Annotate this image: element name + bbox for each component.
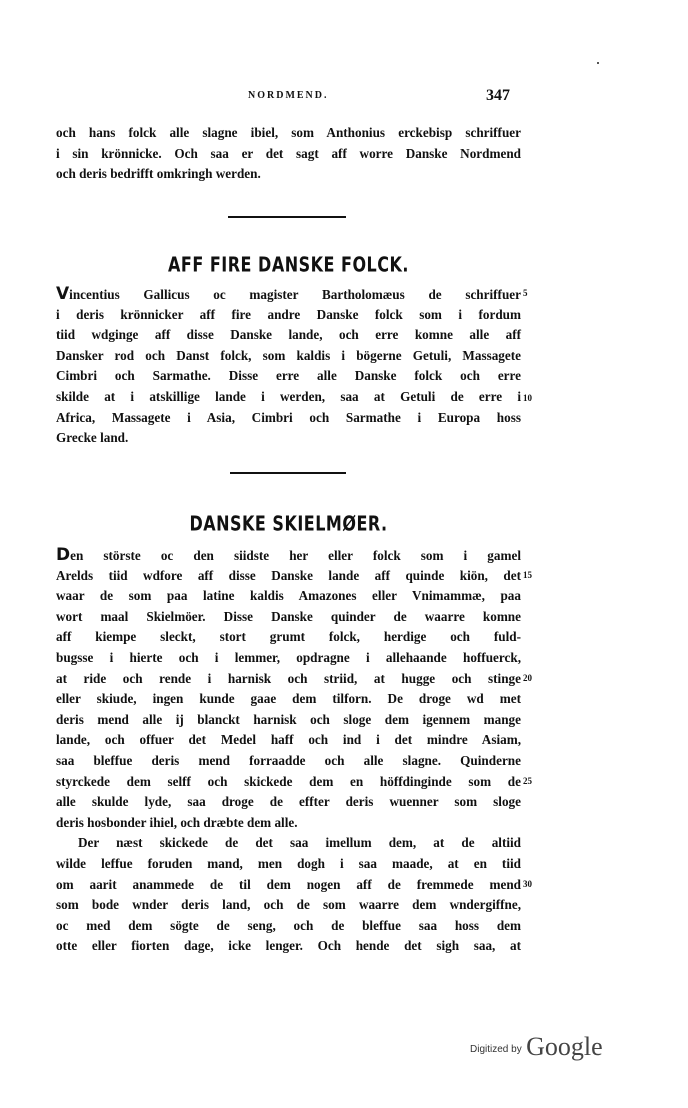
text-line: bugsse i hierte och i lemmer, opdragne i allehaande hoffuerck, — [56, 649, 521, 665]
page-speck — [597, 62, 599, 64]
text-line: Africa, Massagete i Asia, Cimbri och Sarmathe i Europa hoss — [56, 409, 521, 425]
section-divider — [228, 216, 346, 218]
google-logo: Google — [526, 1032, 603, 1061]
text-line: Grecke land. — [56, 430, 129, 446]
section-heading-fire-danske-folck: AFF FIRE DANSKE FOLCK. — [168, 252, 409, 277]
watermark-caption: Digitized by — [470, 1044, 522, 1055]
section1-paragraph — [56, 284, 521, 449]
section2-paragraph — [56, 545, 521, 957]
text-line: i sin krönnicke. Och saa er det sagt aff worre Danske Nordmend — [56, 145, 521, 161]
text-line: alle skulde lyde, saa droge de effter deris wuenner som sloge — [56, 794, 521, 810]
line-number: 20 — [523, 673, 532, 683]
section-divider — [230, 472, 346, 474]
text-line: deris mend alle ij blanckt harnisk och sloge dem igennem mange — [56, 711, 521, 727]
text-line: om aarit anammede de til dem nogen aff de fremmede mend — [56, 876, 521, 892]
line-number: 15 — [523, 570, 532, 580]
text-line: saa bleffue deris mend forraadde och alle slagne. Quinderne — [56, 752, 521, 768]
text-line: aff kiempe sleckt, stort grumt folck, herdige och fuld- — [56, 629, 521, 645]
text-line: at ride och rende i harnisk och striid, at hugge och stinge — [56, 670, 521, 686]
text-line: styrckede dem selff och skickede dem en höffdinginde som de — [56, 773, 521, 789]
page-number: 347 — [486, 87, 510, 104]
text-line: Dansker rod och Danst folck, som kaldis i bögerne Getuli, Massagete — [56, 347, 521, 363]
digitized-by-google-watermark — [470, 1032, 603, 1062]
line-number: 30 — [523, 879, 532, 889]
text-line: waar de som paa latine kaldis Amazones eller Vnimammæ, paa — [56, 588, 521, 604]
text-line: Den störste oc den siidste her eller folck som i gamel — [56, 545, 521, 565]
text-line: Cimbri och Sarmathe. Disse erre alle Danske folck och erre — [56, 368, 521, 384]
text-line: wilde leffue foruden mand, men dogh i saa maade, at en tiid — [56, 855, 521, 871]
text-line: och deris bedrifft omkringh werden. — [56, 166, 261, 182]
text-line: eller skiude, ingen kunde gaae dem tilforn. De droge wd met — [56, 691, 521, 707]
text-line: som bode wnder deris land, och de som waarre dem wndergiffne, — [56, 897, 521, 913]
line-number: 10 — [523, 393, 532, 403]
text-line: Vincentius Gallicus oc magister Bartholomæus de schriffuer — [56, 284, 521, 304]
drop-cap: D — [56, 545, 71, 565]
drop-cap: V — [56, 284, 70, 304]
line-number: 5 — [523, 288, 528, 298]
text-line: och hans folck alle slagne ibiel, som Anthonius erckebisp schriffuer — [56, 125, 521, 140]
text-line: Arelds tiid wdfore aff disse Danske lande aff quinde kiön, det — [56, 567, 521, 583]
text-line: skilde at i atskillige lande i werden, saa at Getuli de erre i — [56, 388, 521, 404]
text-line: lande, och offuer det Medel haff och ind i det mindre Asiam, — [56, 732, 521, 748]
running-head: NORDMEND. — [248, 90, 329, 101]
text-line: oc med dem sögte de seng, och de bleffue saa hoss dem — [56, 917, 521, 933]
text-line: otte eller fiorten dage, icke lenger. Och hende det sigh saa, at — [56, 938, 521, 954]
text-line: deris hosbonder ihiel, och dræbte dem alle. — [56, 814, 298, 830]
intro-paragraph — [56, 123, 521, 185]
text-line: Der næst skickede de det saa imellum dem, at de altiid — [78, 835, 521, 851]
text-line: tiid wdginge aff disse Danske lande, och erre komne alle aff — [56, 327, 521, 343]
line-number: 25 — [523, 776, 532, 786]
section-heading-danske-skielmoer: DANSKE SKIELMØER. — [189, 511, 388, 536]
text-line: i deris krönnicker aff fire andre Danske folck som i fordum — [56, 306, 521, 322]
text-line: wort maal Skielmöer. Disse Danske quinder de waarre komne — [56, 608, 521, 624]
